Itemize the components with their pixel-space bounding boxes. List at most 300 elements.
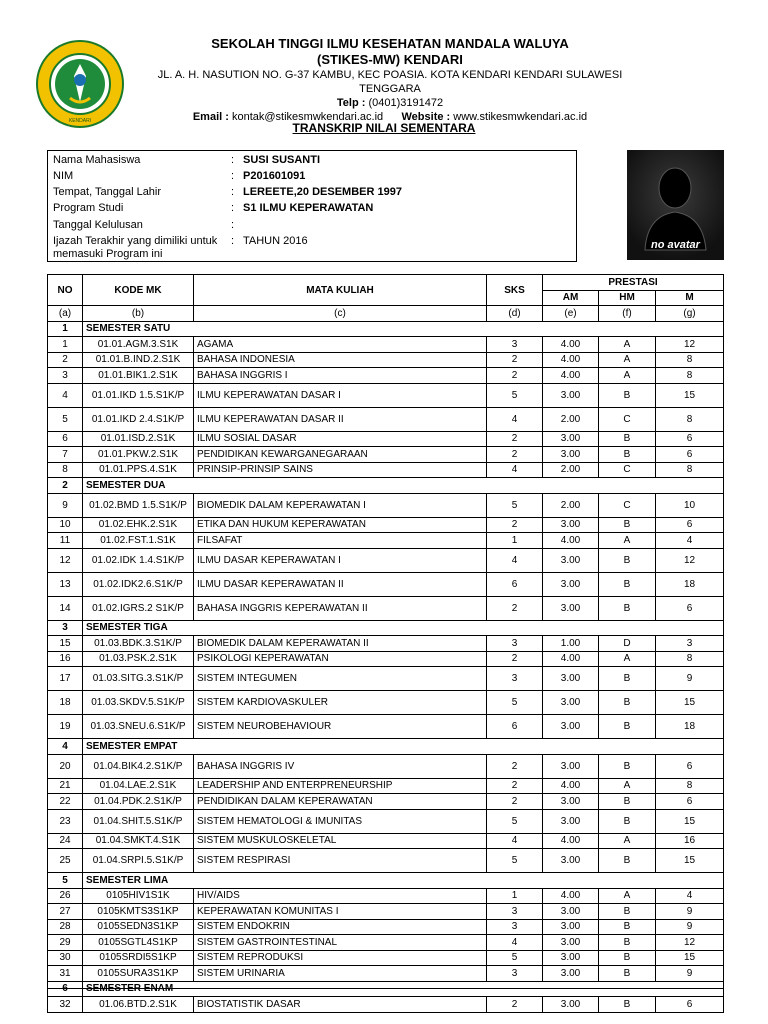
header-am: AM: [543, 290, 599, 306]
info-row-program: [53, 202, 373, 215]
cell-kode-mk: 01.04.BIK4.2.S1K/P: [83, 754, 194, 778]
cell-mata-kuliah: SISTEM NEUROBEHAVIOUR: [194, 715, 487, 739]
cell-am: 3.00: [543, 517, 599, 533]
cell-no: 6: [48, 431, 83, 447]
table-row: [48, 596, 724, 620]
cell-kode-mk: 0105SURA3S1KP: [83, 966, 194, 982]
cell-no: 24: [48, 833, 83, 849]
cell-am: 3.00: [543, 935, 599, 951]
cell-m: 6: [656, 794, 724, 810]
table-row: [48, 572, 724, 596]
cell-sks: 6: [487, 715, 543, 739]
cell-mata-kuliah: PENDIDIKAN KEWARGANEGARAAN: [194, 447, 487, 463]
cell-m: 8: [656, 368, 724, 384]
cell-m: 6: [656, 997, 724, 1013]
cell-hm: A: [599, 533, 656, 549]
header-mata-kuliah: MATA KULIAH: [194, 275, 487, 306]
cell-hm: B: [599, 691, 656, 715]
semester-number: 3: [48, 620, 83, 636]
cell-mata-kuliah: BAHASA INGGRIS I: [194, 368, 487, 384]
cell-m: 18: [656, 572, 724, 596]
table-row: [48, 997, 724, 1013]
table-row: [48, 431, 724, 447]
cell-sks: 4: [487, 462, 543, 478]
cell-am: 3.00: [543, 596, 599, 620]
cell-hm: B: [599, 754, 656, 778]
institution-logo: [36, 40, 124, 128]
info-colon: :: [231, 202, 235, 214]
cell-no: 13: [48, 572, 83, 596]
cell-sks: 3: [487, 966, 543, 982]
cell-mata-kuliah: SISTEM INTEGUMEN: [194, 667, 487, 691]
cell-no: 25: [48, 849, 83, 873]
cell-sks: 4: [487, 407, 543, 431]
cell-sks: 2: [487, 431, 543, 447]
cell-am: 4.00: [543, 337, 599, 353]
cell-hm: B: [599, 794, 656, 810]
table-row: [48, 794, 724, 810]
website-label: Website :: [401, 111, 451, 123]
cell-no: 9: [48, 493, 83, 517]
cell-sks: 4: [487, 935, 543, 951]
cell-mata-kuliah: LEADERSHIP AND ENTERPRENEURSHIP: [194, 778, 487, 794]
cell-mata-kuliah: BIOMEDIK DALAM KEPERAWATAN II: [194, 636, 487, 652]
semester-number: 6: [48, 981, 83, 997]
cell-m: 4: [656, 888, 724, 904]
cell-sks: 5: [487, 493, 543, 517]
cell-am: 3.00: [543, 849, 599, 873]
cell-m: 6: [656, 596, 724, 620]
cell-m: 12: [656, 935, 724, 951]
cell-mata-kuliah: SISTEM HEMATOLOGI & IMUNITAS: [194, 809, 487, 833]
cell-kode-mk: 01.02.IGRS.2 S1K/P: [83, 596, 194, 620]
table-row: [48, 517, 724, 533]
cell-no: 17: [48, 667, 83, 691]
cell-sks: 5: [487, 809, 543, 833]
semester-name: SEMESTER DUA: [83, 478, 724, 494]
info-colon: :: [231, 170, 235, 182]
cell-mata-kuliah: BIOSTATISTIK DASAR: [194, 997, 487, 1013]
phone-label: Telp :: [336, 97, 366, 109]
cell-m: 12: [656, 548, 724, 572]
semester-name: SEMESTER ENAM: [83, 981, 724, 997]
info-colon: :: [231, 186, 235, 198]
table-row: [48, 636, 724, 652]
table-row: [48, 533, 724, 549]
table-row: [48, 754, 724, 778]
cell-hm: C: [599, 493, 656, 517]
cell-hm: C: [599, 462, 656, 478]
header-kode-mk: KODE MK: [83, 275, 194, 306]
table-row: [48, 778, 724, 794]
info-colon: :: [231, 235, 235, 247]
cell-no: 30: [48, 950, 83, 966]
cell-kode-mk: 01.04.SHIT.5.S1K/P: [83, 809, 194, 833]
legend-cell: (g): [656, 306, 724, 322]
cell-m: 15: [656, 809, 724, 833]
cell-m: 9: [656, 919, 724, 935]
cell-am: 3.00: [543, 431, 599, 447]
table-row: [48, 462, 724, 478]
info-row-last-certificate: [53, 235, 308, 261]
cell-mata-kuliah: AGAMA: [194, 337, 487, 353]
cell-hm: B: [599, 919, 656, 935]
cell-kode-mk: 01.06.BTD.2.S1K: [83, 997, 194, 1013]
header-m: M: [656, 290, 724, 306]
cell-mata-kuliah: KEPERAWATAN KOMUNITAS I: [194, 904, 487, 920]
cell-mata-kuliah: SISTEM URINARIA: [194, 966, 487, 982]
cell-mata-kuliah: ILMU DASAR KEPERAWATAN I: [194, 548, 487, 572]
cell-no: 12: [48, 548, 83, 572]
cell-sks: 2: [487, 352, 543, 368]
cell-hm: B: [599, 447, 656, 463]
cell-m: 10: [656, 493, 724, 517]
table-row: [48, 548, 724, 572]
semester-name: SEMESTER LIMA: [83, 873, 724, 889]
cell-m: 8: [656, 651, 724, 667]
info-value: S1 ILMU KEPERAWATAN: [243, 202, 374, 214]
cell-hm: A: [599, 778, 656, 794]
info-label: Tempat, Tanggal Lahir: [53, 186, 162, 198]
table-row: [48, 667, 724, 691]
cell-sks: 2: [487, 778, 543, 794]
table-row: [48, 337, 724, 353]
cell-mata-kuliah: SISTEM RESPIRASI: [194, 849, 487, 873]
cell-am: 3.00: [543, 754, 599, 778]
cell-m: 6: [656, 517, 724, 533]
cell-mata-kuliah: ILMU KEPERAWATAN DASAR II: [194, 407, 487, 431]
cell-sks: 3: [487, 919, 543, 935]
table-row: [48, 809, 724, 833]
info-value: SUSI SUSANTI: [243, 154, 321, 166]
cell-am: 3.00: [543, 809, 599, 833]
cell-kode-mk: 01.03.SKDV.5.S1K/P: [83, 691, 194, 715]
header-no: NO: [48, 275, 83, 306]
cell-hm: B: [599, 548, 656, 572]
table-row: [48, 352, 724, 368]
info-label: Nama Mahasiswa: [53, 154, 141, 166]
cell-m: 15: [656, 691, 724, 715]
cell-mata-kuliah: BAHASA INDONESIA: [194, 352, 487, 368]
cell-am: 4.00: [543, 833, 599, 849]
avatar-caption: no avatar: [651, 239, 700, 251]
cell-kode-mk: 01.03.BDK.3.S1K/P: [83, 636, 194, 652]
cell-no: 2: [48, 352, 83, 368]
cell-kode-mk: 01.02.IDK 1.4.S1K/P: [83, 548, 194, 572]
table-row: [48, 888, 724, 904]
cell-mata-kuliah: SISTEM MUSKULOSKELETAL: [194, 833, 487, 849]
cell-hm: B: [599, 966, 656, 982]
table-row: [48, 904, 724, 920]
cell-mata-kuliah: PSIKOLOGI KEPERAWATAN: [194, 651, 487, 667]
legend-cell: (d): [487, 306, 543, 322]
cell-no: 15: [48, 636, 83, 652]
semester-number: 4: [48, 739, 83, 755]
cell-hm: B: [599, 596, 656, 620]
cell-hm: B: [599, 517, 656, 533]
email-address: kontak@stikesmwkendari.ac.id: [231, 111, 384, 123]
cell-hm: B: [599, 383, 656, 407]
cell-sks: 4: [487, 833, 543, 849]
cell-mata-kuliah: PENDIDIKAN DALAM KEPERAWATAN: [194, 794, 487, 810]
footer-divider: [47, 988, 723, 989]
cell-m: 4: [656, 533, 724, 549]
cell-m: 8: [656, 352, 724, 368]
cell-mata-kuliah: ILMU SOSIAL DASAR: [194, 431, 487, 447]
svg-text:KENDARI: KENDARI: [68, 118, 92, 124]
cell-sks: 6: [487, 572, 543, 596]
info-row-graduation: [53, 219, 243, 232]
table-row: [48, 368, 724, 384]
institution-name: SEKOLAH TINGGI ILMU KESEHATAN MANDALA WALUYA: [211, 36, 569, 51]
cell-no: 8: [48, 462, 83, 478]
cell-no: 14: [48, 596, 83, 620]
cell-am: 3.00: [543, 919, 599, 935]
cell-am: 3.00: [543, 572, 599, 596]
student-info-box: [47, 150, 577, 262]
table-row: [48, 651, 724, 667]
cell-sks: 3: [487, 904, 543, 920]
cell-kode-mk: 01.03.PSK.2.S1K: [83, 651, 194, 667]
website-address: www.stikesmwkendari.ac.id: [453, 111, 588, 123]
cell-kode-mk: 01.01.B.IND.2.S1K: [83, 352, 194, 368]
semester-name: SEMESTER TIGA: [83, 620, 724, 636]
cell-hm: A: [599, 888, 656, 904]
cell-m: 6: [656, 431, 724, 447]
table-row: [48, 691, 724, 715]
table-row: [48, 919, 724, 935]
cell-no: 32: [48, 997, 83, 1013]
cell-m: 8: [656, 778, 724, 794]
info-colon: :: [231, 154, 235, 166]
cell-sks: 5: [487, 691, 543, 715]
cell-no: 16: [48, 651, 83, 667]
cell-hm: C: [599, 407, 656, 431]
cell-mata-kuliah: PRINSIP-PRINSIP SAINS: [194, 462, 487, 478]
cell-kode-mk: 01.02.BMD 1.5.S1K/P: [83, 493, 194, 517]
grades-table: [47, 274, 724, 1013]
cell-mata-kuliah: SISTEM GASTROINTESTINAL: [194, 935, 487, 951]
cell-sks: 2: [487, 794, 543, 810]
cell-m: 9: [656, 667, 724, 691]
cell-mata-kuliah: BIOMEDIK DALAM KEPERAWATAN I: [194, 493, 487, 517]
cell-no: 10: [48, 517, 83, 533]
table-row: [48, 833, 724, 849]
cell-am: 3.00: [543, 691, 599, 715]
cell-kode-mk: 01.03.SITG.3.S1K/P: [83, 667, 194, 691]
cell-am: 3.00: [543, 966, 599, 982]
cell-mata-kuliah: ILMU DASAR KEPERAWATAN II: [194, 572, 487, 596]
cell-no: 20: [48, 754, 83, 778]
header-prestasi: PRESTASI: [543, 275, 724, 291]
cell-am: 3.00: [543, 715, 599, 739]
cell-sks: 3: [487, 667, 543, 691]
cell-sks: 5: [487, 383, 543, 407]
cell-no: 21: [48, 778, 83, 794]
cell-m: 18: [656, 715, 724, 739]
cell-hm: B: [599, 431, 656, 447]
header-sks: SKS: [487, 275, 543, 306]
cell-m: 16: [656, 833, 724, 849]
cell-mata-kuliah: ETIKA DAN HUKUM KEPERAWATAN: [194, 517, 487, 533]
cell-m: 15: [656, 383, 724, 407]
cell-kode-mk: 01.02.IDK2.6.S1K/P: [83, 572, 194, 596]
cell-sks: 5: [487, 849, 543, 873]
cell-mata-kuliah: SISTEM REPRODUKSI: [194, 950, 487, 966]
semester-number: 1: [48, 321, 83, 337]
info-row-name: [53, 154, 320, 167]
table-row: [48, 493, 724, 517]
cell-mata-kuliah: ILMU KEPERAWATAN DASAR I: [194, 383, 487, 407]
info-label: Program Studi: [53, 202, 124, 214]
cell-am: 4.00: [543, 888, 599, 904]
cell-mata-kuliah: SISTEM KARDIOVASKULER: [194, 691, 487, 715]
cell-kode-mk: 01.04.SMKT.4.S1K: [83, 833, 194, 849]
cell-am: 2.00: [543, 462, 599, 478]
cell-hm: A: [599, 651, 656, 667]
cell-mata-kuliah: BAHASA INGGRIS KEPERAWATAN II: [194, 596, 487, 620]
cell-kode-mk: 01.04.SRPI.5.S1K/P: [83, 849, 194, 873]
cell-kode-mk: 01.01.AGM.3.S1K: [83, 337, 194, 353]
cell-m: 9: [656, 966, 724, 982]
semester-row: [48, 620, 724, 636]
letterhead: [140, 36, 640, 124]
semester-name: SEMESTER EMPAT: [83, 739, 724, 755]
cell-no: 3: [48, 368, 83, 384]
cell-hm: B: [599, 904, 656, 920]
semester-row: [48, 739, 724, 755]
semester-name: SEMESTER SATU: [83, 321, 724, 337]
cell-sks: 2: [487, 651, 543, 667]
cell-hm: B: [599, 997, 656, 1013]
semester-number: 5: [48, 873, 83, 889]
cell-am: 4.00: [543, 368, 599, 384]
cell-hm: D: [599, 636, 656, 652]
cell-sks: 3: [487, 337, 543, 353]
table-row: [48, 950, 724, 966]
cell-no: 28: [48, 919, 83, 935]
cell-sks: 2: [487, 447, 543, 463]
cell-kode-mk: 0105SRDI5S1KP: [83, 950, 194, 966]
cell-hm: B: [599, 809, 656, 833]
cell-m: 8: [656, 407, 724, 431]
cell-m: 15: [656, 849, 724, 873]
table-row: [48, 715, 724, 739]
table-row: [48, 849, 724, 873]
cell-m: 6: [656, 754, 724, 778]
cell-hm: B: [599, 849, 656, 873]
cell-sks: 2: [487, 517, 543, 533]
cell-am: 2.00: [543, 493, 599, 517]
cell-am: 4.00: [543, 778, 599, 794]
semester-row: [48, 873, 724, 889]
cell-no: 19: [48, 715, 83, 739]
cell-kode-mk: 0105SEDN3S1KP: [83, 919, 194, 935]
table-row: [48, 407, 724, 431]
cell-m: 6: [656, 447, 724, 463]
cell-am: 3.00: [543, 548, 599, 572]
cell-m: 12: [656, 337, 724, 353]
legend-cell: (a): [48, 306, 83, 322]
info-row-birth: [53, 186, 402, 199]
table-header-row: [48, 275, 724, 291]
cell-am: 3.00: [543, 383, 599, 407]
info-row-nim: [53, 170, 305, 183]
cell-kode-mk: 01.01.ISD.2.S1K: [83, 431, 194, 447]
cell-m: 8: [656, 462, 724, 478]
cell-am: 4.00: [543, 533, 599, 549]
cell-sks: 2: [487, 997, 543, 1013]
info-label: Ijazah Terakhir yang dimiliki untuk memasuki Program ini: [53, 235, 218, 260]
cell-mata-kuliah: HIV/AIDS: [194, 888, 487, 904]
cell-sks: 2: [487, 754, 543, 778]
cell-no: 22: [48, 794, 83, 810]
cell-kode-mk: 01.04.LAE.2.S1K: [83, 778, 194, 794]
table-row: [48, 383, 724, 407]
cell-kode-mk: 01.02.EHK.2.S1K: [83, 517, 194, 533]
cell-m: 9: [656, 904, 724, 920]
table-row: [48, 447, 724, 463]
cell-kode-mk: 01.01.IKD 2.4.S1K/P: [83, 407, 194, 431]
cell-hm: B: [599, 935, 656, 951]
cell-m: 15: [656, 950, 724, 966]
cell-sks: 5: [487, 950, 543, 966]
info-label: NIM: [53, 170, 74, 182]
cell-hm: B: [599, 572, 656, 596]
cell-am: 3.00: [543, 447, 599, 463]
cell-no: 23: [48, 809, 83, 833]
cell-kode-mk: 0105SGTL4S1KP: [83, 935, 194, 951]
cell-sks: 2: [487, 368, 543, 384]
cell-am: 1.00: [543, 636, 599, 652]
cell-hm: A: [599, 352, 656, 368]
cell-no: 26: [48, 888, 83, 904]
table-row: [48, 935, 724, 951]
institution-phone-line: [140, 96, 640, 110]
cell-mata-kuliah: FILSAFAT: [194, 533, 487, 549]
cell-no: 29: [48, 935, 83, 951]
cell-kode-mk: 01.03.SNEU.6.S1K/P: [83, 715, 194, 739]
cell-kode-mk: 01.04.PDK.2.S1K/P: [83, 794, 194, 810]
cell-hm: A: [599, 337, 656, 353]
legend-cell: (f): [599, 306, 656, 322]
cell-hm: A: [599, 833, 656, 849]
cell-kode-mk: 01.01.IKD 1.5.S1K/P: [83, 383, 194, 407]
cell-hm: B: [599, 950, 656, 966]
cell-kode-mk: 01.02.FST.1.S1K: [83, 533, 194, 549]
legend-cell: (e): [543, 306, 599, 322]
institution-address: JL. A. H. NASUTION NO. G-37 KAMBU, KEC POASIA. KOTA KENDARI KENDARI SULAWESI TENGGARA: [157, 69, 623, 95]
cell-sks: 2: [487, 596, 543, 620]
info-value: TAHUN 2016: [243, 235, 308, 247]
legend-cell: (c): [194, 306, 487, 322]
cell-kode-mk: 0105HIV1S1K: [83, 888, 194, 904]
info-label: Tanggal Kelulusan: [53, 219, 143, 231]
semester-row: [48, 478, 724, 494]
email-label: Email :: [192, 111, 229, 123]
info-value: P201601091: [243, 170, 306, 182]
cell-no: 4: [48, 383, 83, 407]
cell-no: 18: [48, 691, 83, 715]
table-row: [48, 966, 724, 982]
legend-row: [48, 306, 724, 322]
legend-cell: (b): [83, 306, 194, 322]
cell-no: 11: [48, 533, 83, 549]
cell-hm: A: [599, 368, 656, 384]
cell-sks: 1: [487, 533, 543, 549]
cell-am: 4.00: [543, 352, 599, 368]
cell-am: 4.00: [543, 651, 599, 667]
